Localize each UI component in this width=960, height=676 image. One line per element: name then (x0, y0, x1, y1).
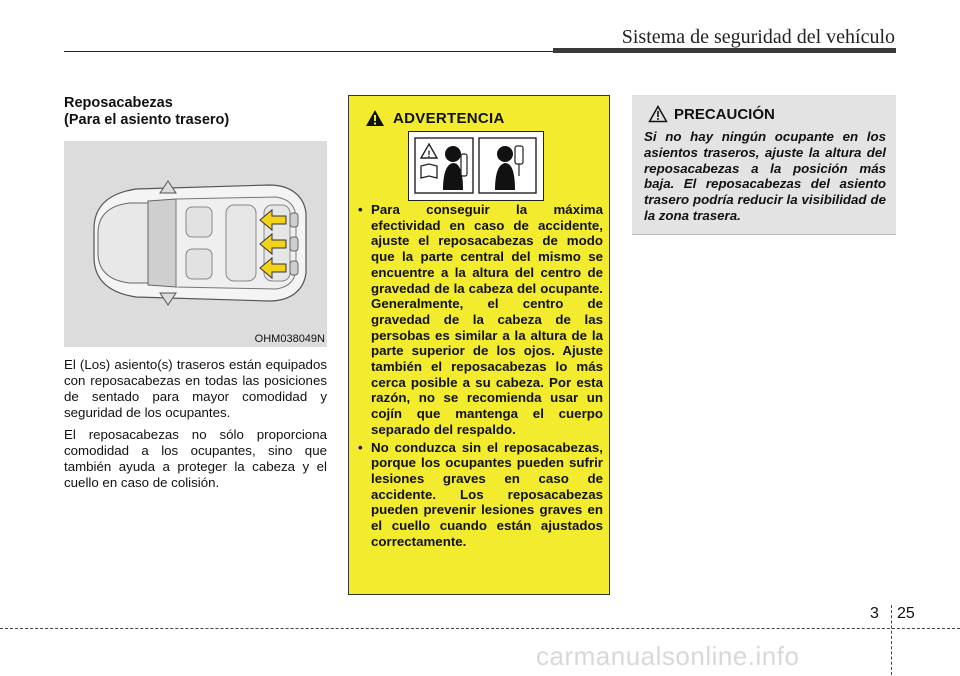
caution-box (632, 95, 896, 235)
warning-item (357, 440, 603, 550)
chapter-number: 3 (870, 605, 879, 622)
warning-list (357, 202, 603, 551)
warning-header (365, 109, 505, 127)
footer-dashed-divider (891, 605, 892, 675)
manual-book-icon (421, 164, 437, 178)
figure-code: OHM038049N (254, 333, 325, 345)
caution-title: PRECAUCIÓN (674, 105, 775, 123)
warning-triangle-icon (365, 109, 385, 127)
caution-header (648, 105, 775, 123)
car-headrest-figure (64, 141, 327, 347)
headrest-pictogram (408, 131, 544, 201)
warning-item (357, 202, 603, 438)
page-number: 25 (897, 605, 915, 622)
section-title-line2: (Para el asiento trasero) (64, 112, 230, 128)
section-title-line1: Reposacabezas (64, 95, 173, 111)
warning-item-text: No conduzca sin el reposacabezas, porque los ocupantes pueden sufrir lesiones graves en caso de accidente. Los reposacabezas pueden prevenir lesiones graves en el cuello cuando están ajustados correctamente. (371, 439, 603, 549)
car-top-view-illustration (64, 141, 327, 347)
warning-box (348, 95, 610, 595)
caution-triangle-icon (648, 105, 668, 123)
header-rule-thin (64, 51, 554, 52)
bullet-icon: • (358, 202, 363, 217)
page-header-title: Sistema de seguridad del vehículo (621, 26, 895, 48)
caution-text: Si no hay ningún ocupante en los asientos traseros, ajuste la altura del reposacabezas a la posición más baja. El reposacabezas del asiento trasero podría reducir la visibilidad de la zona trasera. (644, 129, 886, 223)
warning-title: ADVERTENCIA (393, 109, 505, 127)
paragraph-2: El reposacabezas no sólo proporciona comodidad a los ocupantes, sino que también ayuda a proteger la cabeza y el cuello en caso de colisión. (64, 427, 327, 490)
paragraph-1: El (Los) asiento(s) traseros están equipados con reposacabezas en todas las posiciones de sentado para mayor comodidad y seguridad de los ocupantes. (64, 357, 327, 420)
section-title (64, 95, 327, 129)
svg-text:!: ! (427, 149, 431, 159)
watermark: carmanualsonline.info (536, 641, 800, 671)
footer-dashed-line (0, 628, 960, 629)
warning-item-text: Para conseguir la máxima efectividad en caso de accidente, ajuste el reposacabezas de modo que la parte central del mismo se encuentre a la altura del centro de gravedad de la cabeza del ocupante. Generalmente, el centro de gravedad de la cabeza de las persobas es similar a la altura de la parte superior de los ojos. Ajuste también el reposacabezas lo más cerca posible a su cabeza. Por esta razón, no se recomienda usar un cojín que mantenga el cuerpo separado del respaldo. (371, 202, 603, 437)
header-rule-thick (553, 48, 896, 53)
left-column (64, 95, 327, 491)
bullet-icon: • (358, 439, 363, 455)
